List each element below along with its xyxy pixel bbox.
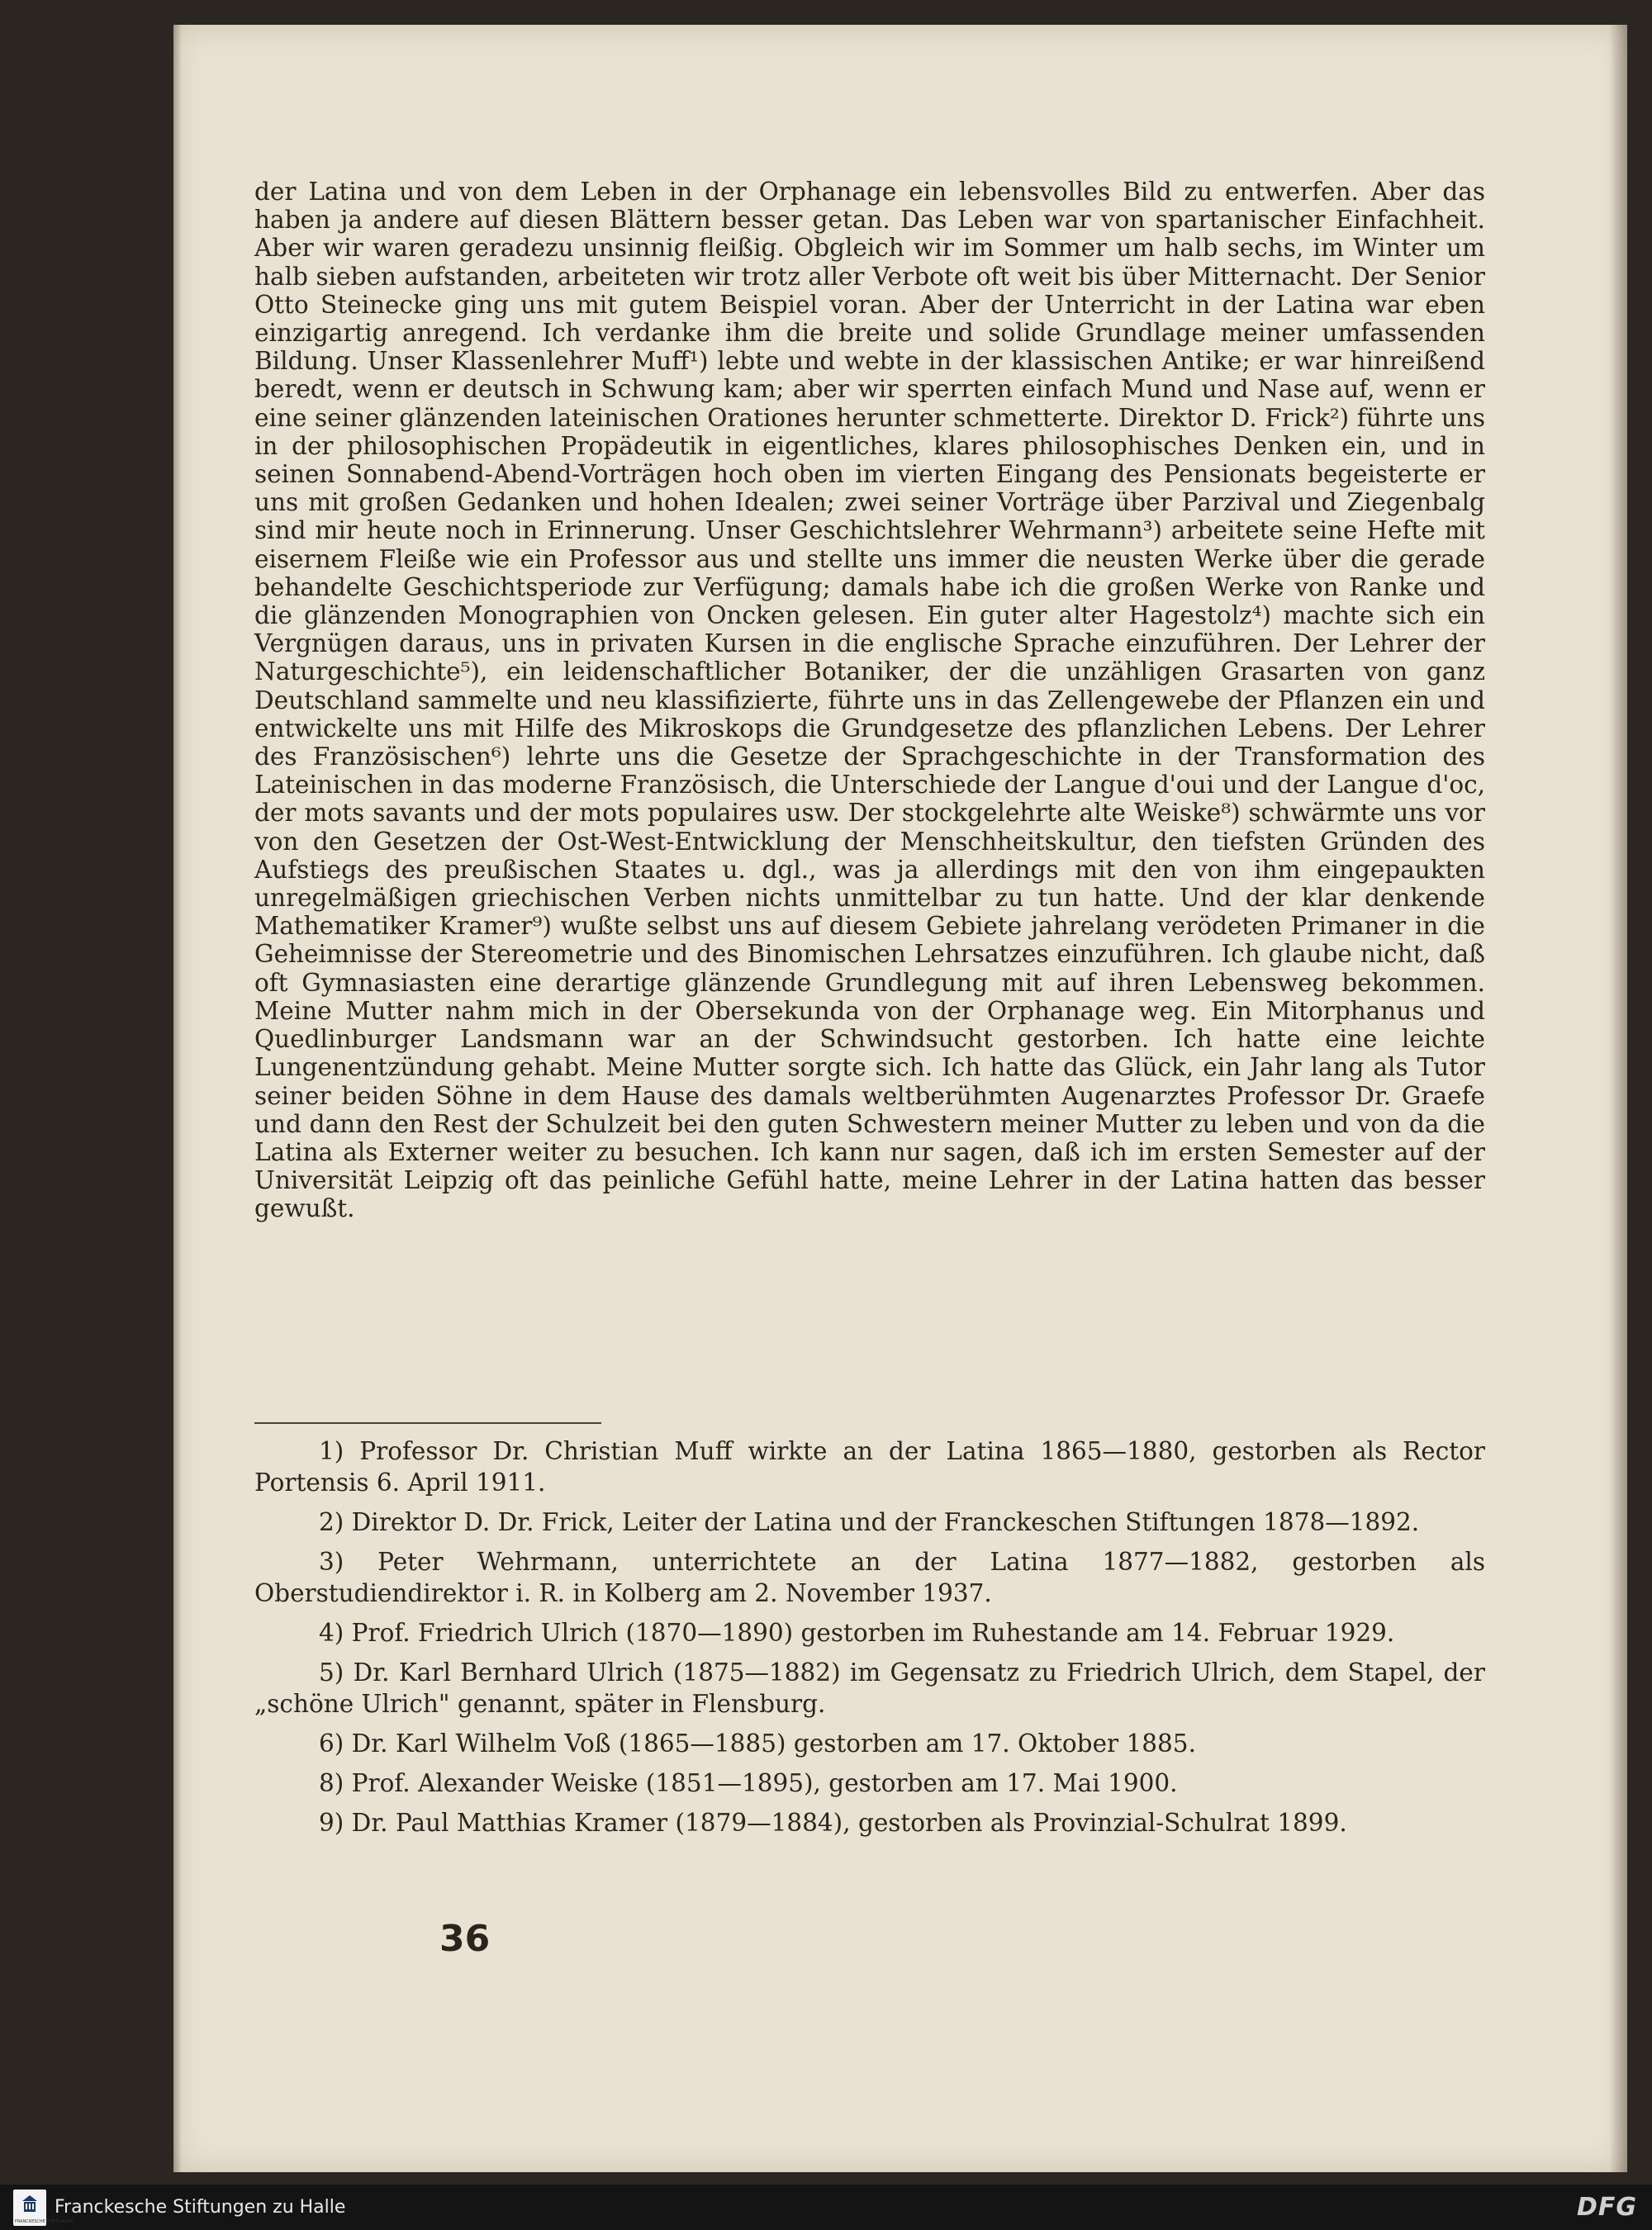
footnote-5: 5) Dr. Karl Bernhard Ulrich (1875—1882) im Gegensatz zu Friedrich Ulrich, dem Stapel, der „schöne Ulrich" genannt, später in Flensburg. [254, 1658, 1485, 1718]
footnote-8: 8) Prof. Alexander Weiske (1851—1895), gestorben am 17. Mai 1900. [319, 1769, 1178, 1797]
footnote-4: 4) Prof. Friedrich Ulrich (1870—1890) gestorben im Ruhestande am 14. Februar 1929. [319, 1619, 1395, 1647]
footnote-1: 1) Professor Dr. Christian Muff wirkte an der Latina 1865—1880, gestorben als Rector Portensis 6. April 1911. [254, 1437, 1485, 1497]
footnote-2: 2) Direktor D. Dr. Frick, Leiter der Latina und der Franckeschen Stiftungen 1878—1892. [319, 1508, 1420, 1536]
body-paragraph: der Latina und von dem Leben in der Orphanage ein lebensvolles Bild zu entwerfen. Aber das haben ja andere auf diesen Blättern besser getan. Das Leben war von spartanischer Einfachheit. Aber wir waren geradezu unsinnig fleißig. Obgleich wir im Sommer um halb sechs, im Winter um halb sieben aufstanden, arbeiteten wir trotz aller Verbote oft weit bis über Mitternacht. Der Senior Otto Steinecke ging uns mit gutem Beispiel voran. Aber der Unterricht in der Latina war eben einzigartig anregend. Ich verdanke ihm die breite und solide Grundlage meiner umfassenden Bildung. Unser Klassenlehrer Muff¹) lebte und webte in der klassischen Antike; er war hinreißend beredt, wenn er deutsch in Schwung kam; aber wir sperrten einfach Mund und Nase auf, wenn er eine seiner glänzenden lateinischen Orationes herunter schmetterte. Direktor D. Frick²) führte uns in der philosophischen Propädeutik in eigentliches, klares philosophisches Denken ein, und in seinen Sonnabend-Abend-Vorträgen hoch oben im vierten Eingang des Pensionats begeisterte er uns mit großen Gedanken und hohen Idealen; zwei seiner Vorträge über Parzival und Ziegenbalg sind mir heute noch in Erinnerung. Unser Geschichtslehrer Wehrmann³) arbeitete seine Hefte mit eisernem Fleiße wie ein Professor aus und stellte uns immer die neusten Werke über die gerade behandelte Geschichtsperiode zur Verfügung; damals habe ich die großen Werke von Ranke und die glänzenden Monographien von Oncken gelesen. Ein guter alter Hagestolz⁴) machte sich ein Vergnügen daraus, uns in privaten Kursen in die englische Sprache einzuführen. Der Lehrer der Naturgeschichte⁵), ein leidenschaftlicher Botaniker, der die unzähligen Grasarten von ganz Deutschland sammelte und neu klassifizierte, führte uns in das Zellengewebe der Pflanzen ein und entwickelte uns mit Hilfe des Mikroskops die Grundgesetze des pflanzlichen Lebens. Der Lehrer des Französischen⁶) lehrte uns die Gesetze der Sprachgeschichte in der Transformation des Lateinischen in das moderne Französisch, die Unterschiede der Langue d'oui und der Langue d'oc, der mots savants und der mots populaires usw. Der stockgelehrte alte Weiske⁸) schwärmte uns vor von den Gesetzen der Ost-West-Entwicklung der Menschheitskultur, den tiefsten Gründen des Aufstiegs des preußischen Staates u. dgl., was ja allerdings mit den von ihm eingepaukten unregelmäßigen griechischen Verben nichts unmittelbar zu tun hatte. Und der klar denkende Mathematiker Kramer⁹) wußte selbst uns auf diesem Gebiete jahrelang verödeten Primaner in die Geheimnisse der Stereometrie und des Binomischen Lehrsatzes einzuführen. Ich glaube nicht, daß oft Gymnasiasten eine derartige glänzende Grundlegung mit auf ihren Lebensweg bekommen. Meine Mutter nahm mich in der Obersekunda von der Orphanage weg. Ein Mitorphanus und Quedlinburger Landsmann war an der Schwindsucht gestorben. Ich hatte eine leichte Lungenentzündung gehabt. Meine Mutter sorgte sich. Ich hatte das Glück, ein Jahr lang als Tutor seiner beiden Söhne in dem Hause des damals weltberühmten Augenarztes Professor Dr. Graefe und dann den Rest der Schulzeit bei den guten Schwestern meiner Mutter zu leben und von da die Latina als Externer weiter zu besuchen. Ich kann nur sagen, daß ich im ersten Semester auf der Universität Leipzig oft das peinliche Gefühl hatte, meine Lehrer in der Latina hatten das besser gewußt. [254, 178, 1485, 1223]
page-number: 36 [439, 1918, 491, 1960]
logo-text: FRANCKESCHE STIFTUNGEN [15, 2219, 74, 2224]
footnote-6: 6) Dr. Karl Wilhelm Voß (1865—1885) gestorben am 17. Oktober 1885. [319, 1729, 1196, 1758]
building-icon [21, 2194, 38, 2214]
dfg-logo[interactable]: DFG [1576, 2193, 1637, 2222]
footnotes [254, 1435, 1485, 1847]
footnote-9: 9) Dr. Paul Matthias Kramer (1879—1884), gestorben als Provinzial-Schulrat 1899. [319, 1809, 1347, 1837]
page-gutter-shadow [1609, 25, 1627, 2172]
page-edge [173, 25, 182, 2172]
body-text [254, 178, 1485, 1223]
footnote-rule [254, 1422, 601, 1424]
institution-logo[interactable] [13, 2190, 74, 2226]
viewer-footer [0, 2185, 1652, 2230]
footnote-3: 3) Peter Wehrmann, unterrichtete an der Latina 1877—1882, gestorben als Oberstudiendirektor i. R. in Kolberg am 2. November 1937. [254, 1548, 1485, 1607]
institution-name[interactable]: Franckesche Stiftungen zu Halle [55, 2197, 346, 2218]
